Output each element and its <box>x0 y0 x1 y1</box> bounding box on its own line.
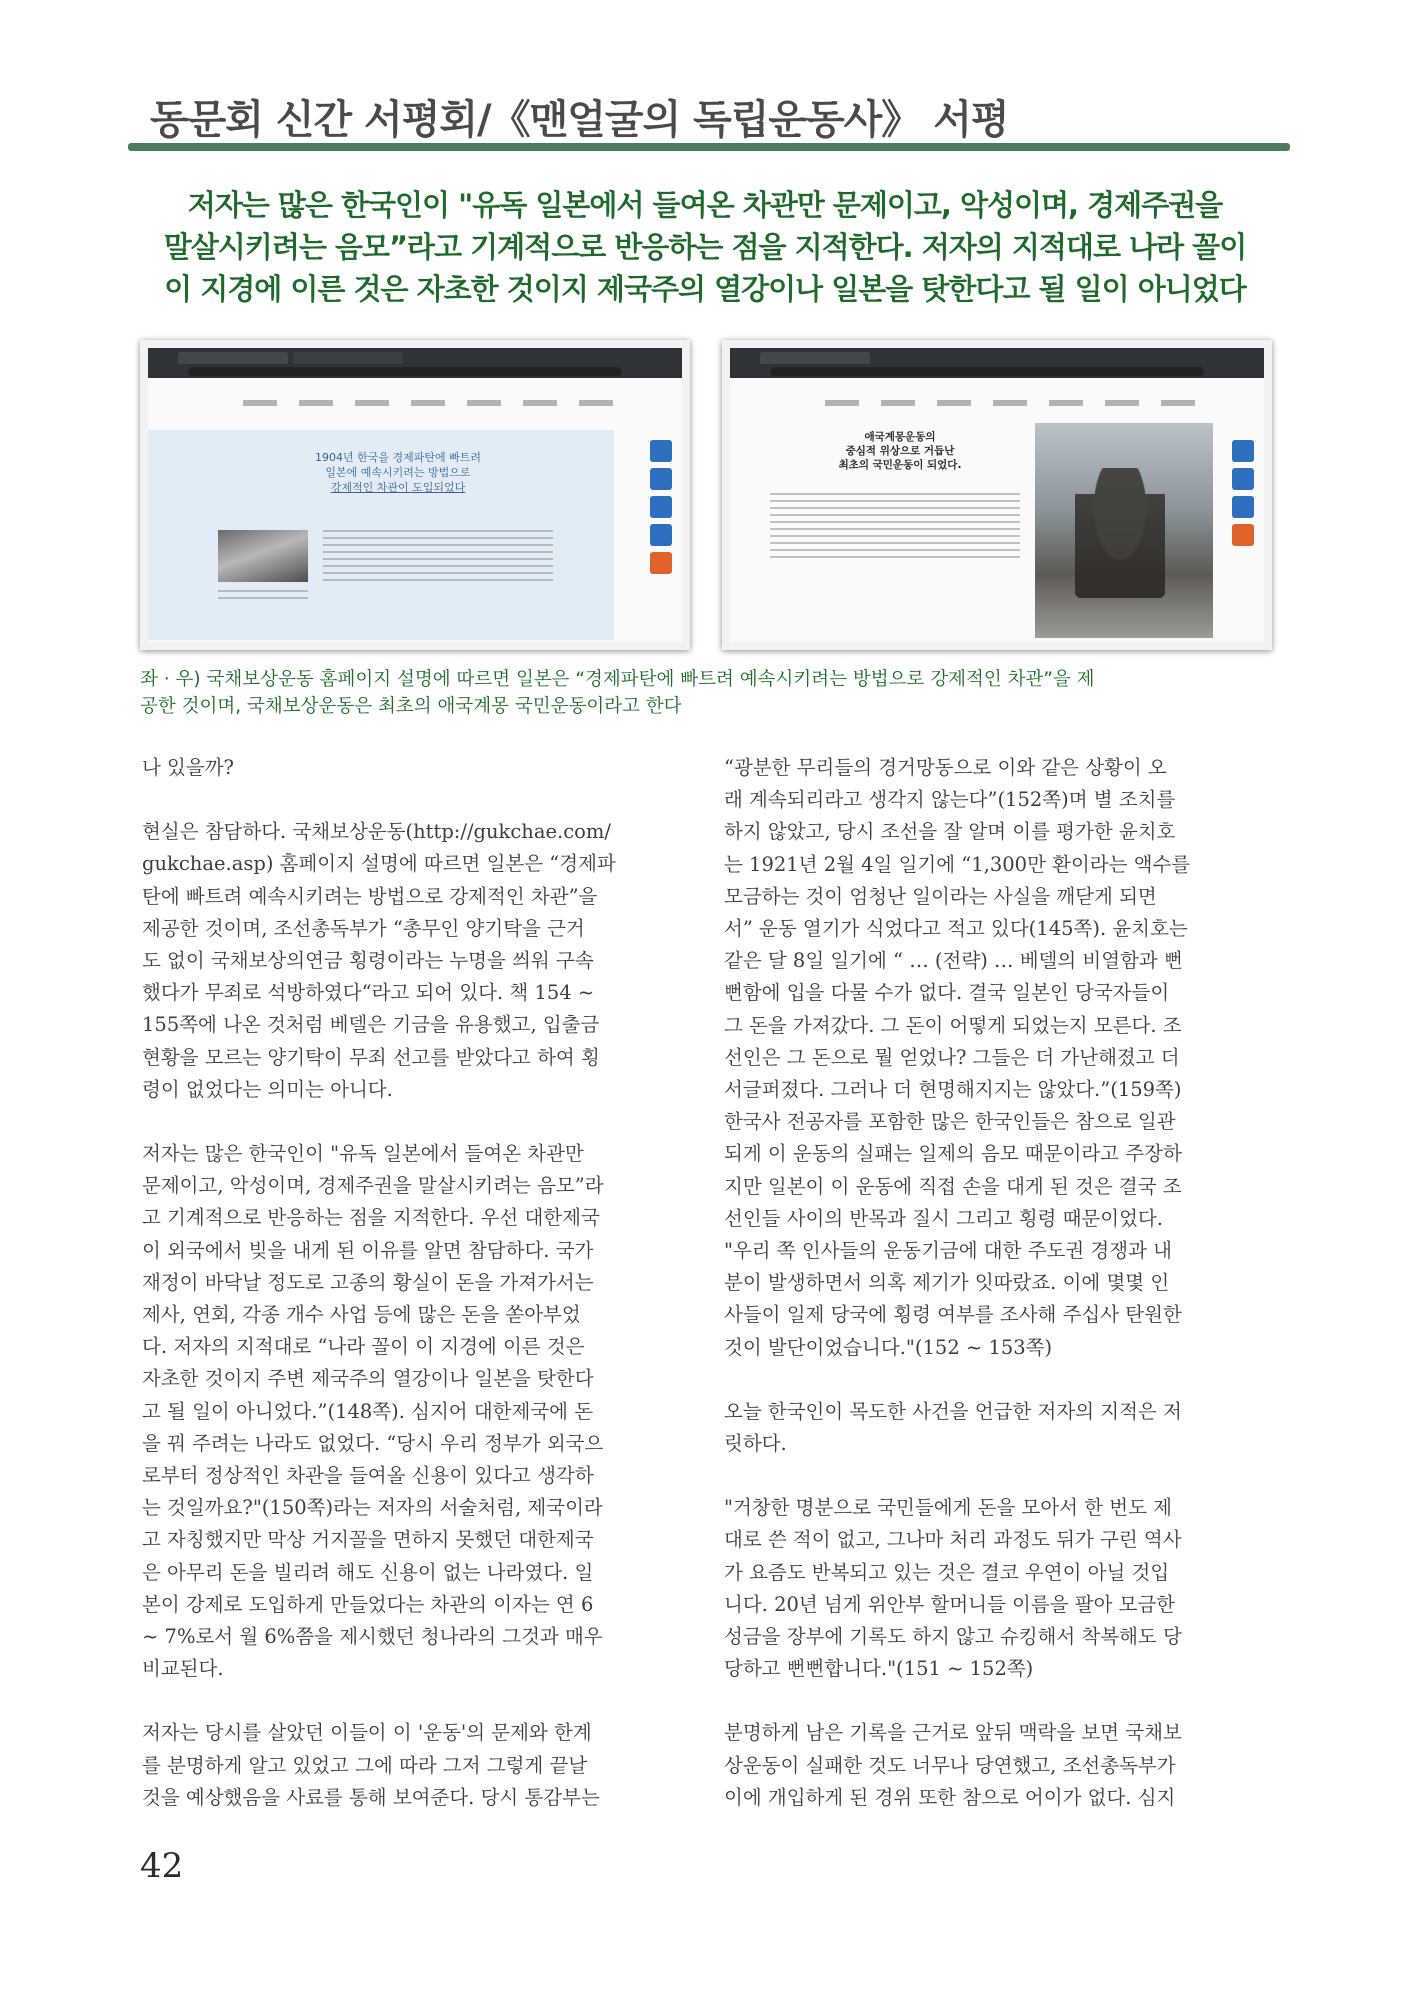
text-line: 탄에 빠트려 예속시키려는 방법으로 강제적인 차관”을 <box>142 884 598 908</box>
text-line: 그 돈을 가져갔다. 그 돈이 어떻게 되었는지 모른다. 조 <box>724 1013 1182 1037</box>
text-line: 문제이고, 악성이며, 경제주권을 말살시키려는 음모”라 <box>142 1174 604 1198</box>
text-line: 당하고 뻔뻔합니다."(151 ~ 152쪽) <box>724 1657 1034 1681</box>
text-line: 령이 없었다는 의미는 아니다. <box>142 1077 393 1101</box>
text-line: 저자는 당시를 살았던 이들이 이 '운동'의 문제와 한계 <box>142 1721 592 1745</box>
text-line: 것이 발단이었습니다."(152 ~ 153쪽) <box>724 1335 1053 1359</box>
text-line: 했다가 무죄로 석방하였다“라고 되어 있다. 책 154 ~ <box>142 981 595 1005</box>
text-line: 분명하게 남은 기록을 근거로 앞뒤 맥락을 보면 국채보 <box>724 1721 1182 1745</box>
historic-photo <box>218 530 308 582</box>
browser-toolbar <box>730 348 1264 378</box>
text-line: 를 분명하게 알고 있었고 그에 따라 그저 그렇게 끝날 <box>142 1753 588 1777</box>
text-line: “광분한 무리들의 경거망동으로 이와 같은 상황이 오 <box>724 756 1167 779</box>
text-line: 는 1921년 2월 4일 일기에 “1,300만 환이라는 액수를 <box>724 852 1191 876</box>
screenshot-left <box>140 340 690 650</box>
caption-line: 좌 · 우) 국채보상운동 홈페이지 설명에 따르면 일본은 “경제파탄에 빠트려 예속시키려는 방법으로 강제적인 차관”을 제 <box>140 669 1095 690</box>
webpage <box>148 378 682 642</box>
text-line: 분이 발생하면서 의혹 제기가 잇따랐죠. 이에 몇몇 인 <box>724 1271 1170 1295</box>
body-column-left <box>142 752 696 1846</box>
text-line: 되게 이 운동의 실패는 일제의 음모 때문이라고 주장하 <box>724 1142 1182 1166</box>
text-line: 한국사 전공자를 포함한 많은 한국인들은 참으로 일관 <box>724 1110 1176 1134</box>
webpage <box>730 378 1264 642</box>
address-bar <box>188 367 622 376</box>
text-line: 서” 운동 열기가 식었다고 적고 있다(145쪽). 윤치호는 <box>724 917 1188 941</box>
paragraph <box>724 1492 1278 1685</box>
browser-tab <box>178 352 288 364</box>
text-line: 가 요즘도 반복되고 있는 것은 결코 우연이 아닐 것입 <box>724 1560 1170 1584</box>
hero-quote-line: 최초의 국민운동이 되었다. <box>838 459 962 471</box>
text-line: 모금하는 것이 엄청난 일이라는 사실을 깨닫게 되면 <box>724 884 1157 908</box>
text-line: 현황을 모르는 양기탁이 무죄 선고를 받았다고 하여 횡 <box>142 1045 600 1069</box>
browser-toolbar <box>148 348 682 378</box>
page-title: 동문회 신간 서평회/《맨얼굴의 독립운동사》 서평 <box>150 97 1009 143</box>
site-logo-icon <box>742 390 774 416</box>
side-buttons <box>650 440 672 580</box>
hero-quote-line: 강제적인 차관이 도입되었다 <box>330 481 466 494</box>
text-line: 선인들 사이의 반목과 질시 그리고 횡령 때문이었다. <box>724 1206 1163 1230</box>
hero-quote <box>268 450 528 495</box>
text-line: 래 계속되리라고 생각지 않는다”(152쪽)며 별 조치를 <box>724 788 1176 812</box>
pull-quote-line: 말살시키려는 음모”라고 기계적으로 반응하는 점을 지적한다. 저자의 지적대로 나라 꼴이 <box>163 230 1247 264</box>
text-line: 고 자칭했지만 막상 거지꼴을 면하지 못했던 대한제국 <box>142 1528 594 1552</box>
hero-banner <box>148 430 614 640</box>
text-line: 자초한 것이지 주변 제국주의 열강이나 일본을 탓한다 <box>142 1367 594 1391</box>
text-line: 다. 저자의 지적대로 “나라 꼴이 이 지경에 이른 것은 <box>142 1335 585 1359</box>
text-line: 서글퍼졌다. 그러나 더 현명해지지는 않았다.”(159쪽) <box>724 1078 1182 1102</box>
screenshot-right <box>722 340 1272 650</box>
hero-quote-line: 애국계몽운동의 <box>864 431 936 443</box>
hero-quote <box>830 430 970 472</box>
page-number: 42 <box>140 1846 184 1886</box>
text-line: 재정이 바닥날 정도로 고종의 황실이 돈을 가져가서는 <box>142 1270 594 1294</box>
image-caption <box>140 666 1280 720</box>
text-line: 비교된다. <box>142 1657 224 1681</box>
pull-quote-line: 저자는 많은 한국인이 "유독 일본에서 들여온 차관만 문제이고, 악성이며, 경제주권을 <box>187 188 1223 222</box>
browser-tab <box>293 352 403 364</box>
paragraph <box>142 1717 696 1814</box>
text-line: 사들이 일제 당국에 횡령 여부를 조사해 주십사 탄원한 <box>724 1303 1182 1327</box>
text-line: 성금을 장부에 기록도 하지 않고 슈킹해서 착복해도 당 <box>724 1625 1182 1649</box>
text-line: ~ 7%로서 월 6%쯤을 제시했던 청나라의 그것과 매우 <box>142 1625 603 1649</box>
text-line: 고 기계적으로 반응하는 점을 지적한다. 우선 대한제국 <box>142 1206 600 1230</box>
hero-text-lines <box>323 530 553 582</box>
body-column-right <box>724 752 1278 1846</box>
text-line: "우리 쪽 인사들의 운동기금에 대한 주도권 경쟁과 내 <box>724 1239 1172 1263</box>
text-line: 로부터 정상적인 차관을 들여올 신용이 있다고 생각하 <box>142 1464 594 1488</box>
text-line: 저자는 많은 한국인이 "유독 일본에서 들여온 차관만 <box>142 1142 584 1166</box>
text-line: 뻔함에 입을 다물 수가 없다. 결국 일본인 당국자들이 <box>724 981 1170 1005</box>
caption-line: 공한 것이며, 국채보상운동은 최초의 애국계몽 국민운동이라고 한다 <box>140 696 682 717</box>
paragraph <box>142 752 696 784</box>
site-nav <box>825 400 1214 406</box>
browser-tab <box>760 352 870 364</box>
text-line: 상운동이 실패한 것도 너무나 당연했고, 조선총독부가 <box>724 1753 1176 1777</box>
text-line: 을 꿔 주려는 나라도 없었다. “당시 우리 정부가 외국으 <box>142 1431 604 1455</box>
paragraph <box>142 816 696 1106</box>
site-logo-icon <box>160 390 192 416</box>
paragraph <box>724 1717 1278 1814</box>
text-line: 고 될 일이 아니었다.”(148쪽). 심지어 대한제국에 돈 <box>142 1399 594 1423</box>
text-line: 이에 개입하게 된 경위 또한 참으로 어이가 없다. 심지 <box>724 1785 1176 1809</box>
text-line: 지만 일본이 이 운동에 직접 손을 대게 된 것은 결국 조 <box>724 1174 1182 1198</box>
text-line: 것을 예상했음을 사료를 통해 보여준다. 당시 통감부는 <box>142 1785 600 1809</box>
text-line: 나 있을까? <box>142 756 235 779</box>
text-line: 니다. 20년 넘게 위안부 할머니들 이름을 팔아 모금한 <box>724 1592 1176 1616</box>
text-line: 제공한 것이며, 조선총독부가 “총무인 양기탁을 근거 <box>142 916 585 940</box>
site-nav <box>243 400 632 406</box>
text-line: 도 없이 국채보상의연금 횡령이라는 누명을 씌워 구속 <box>142 949 594 973</box>
text-line: 하지 않았고, 당시 조선을 잘 알며 이를 평가한 윤치호 <box>724 820 1176 844</box>
text-line: 같은 달 8일 일기에 “ … (전략) … 베델의 비열함과 뻔 <box>724 949 1183 973</box>
statue-photo <box>1035 423 1213 638</box>
text-line: 본이 강제로 도입하게 만들었다는 차관의 이자는 연 6 <box>142 1592 594 1616</box>
pull-quote-line: 이 지경에 이른 것은 자초한 것이지 제국주의 열강이나 일본을 탓한다고 될 일이 아니었다 <box>164 272 1246 306</box>
hero-quote-line: 1904년 한국을 경제파탄에 빠트려 <box>315 451 481 464</box>
text-line: 오늘 한국인이 목도한 사건을 언급한 저자의 지적은 저 <box>724 1399 1182 1423</box>
paragraph <box>142 1138 696 1685</box>
photo-caption-lines <box>218 590 308 604</box>
text-line: gukchae.asp) 홈페이지 설명에 따르면 일본은 “경제파 <box>142 852 616 876</box>
text-line: 는 것일까요?"(150쪽)라는 저자의 서술처럼, 제국이라 <box>142 1496 603 1520</box>
hero-quote-line: 중심적 위상으로 거듭난 <box>845 445 955 457</box>
hero-quote-line: 일본에 예속시키려는 방법으로 <box>325 466 471 479</box>
text-line: 제사, 연회, 각종 개수 사업 등에 많은 돈을 쏟아부었 <box>142 1303 581 1327</box>
hero-text-lines <box>770 493 1020 563</box>
pull-quote <box>140 184 1270 310</box>
text-line: 현실은 참담하다. 국채보상운동(http://gukchae.com/ <box>142 820 611 844</box>
text-line: 은 아무리 돈을 빌리려 해도 신용이 없는 나라였다. 일 <box>142 1560 594 1584</box>
text-line: "거창한 명분으로 국민들에게 돈을 모아서 한 번도 제 <box>724 1496 1172 1520</box>
side-buttons <box>1232 440 1254 552</box>
address-bar <box>770 367 1204 376</box>
title-rule <box>128 143 1290 151</box>
text-line: 이 외국에서 빚을 내게 된 이유를 알면 참담하다. 국가 <box>142 1238 594 1262</box>
paragraph <box>724 752 1278 1364</box>
text-line: 릿하다. <box>724 1432 787 1456</box>
paragraph <box>724 1396 1278 1460</box>
text-line: 155쪽에 나온 것처럼 베델은 기금을 유용했고, 입출금 <box>142 1013 600 1037</box>
text-line: 선인은 그 돈으로 뭘 얻었나? 그들은 더 가난해졌고 더 <box>724 1045 1180 1069</box>
text-line: 대로 쓴 적이 없고, 그나마 처리 과정도 뒤가 구린 역사 <box>724 1528 1182 1552</box>
